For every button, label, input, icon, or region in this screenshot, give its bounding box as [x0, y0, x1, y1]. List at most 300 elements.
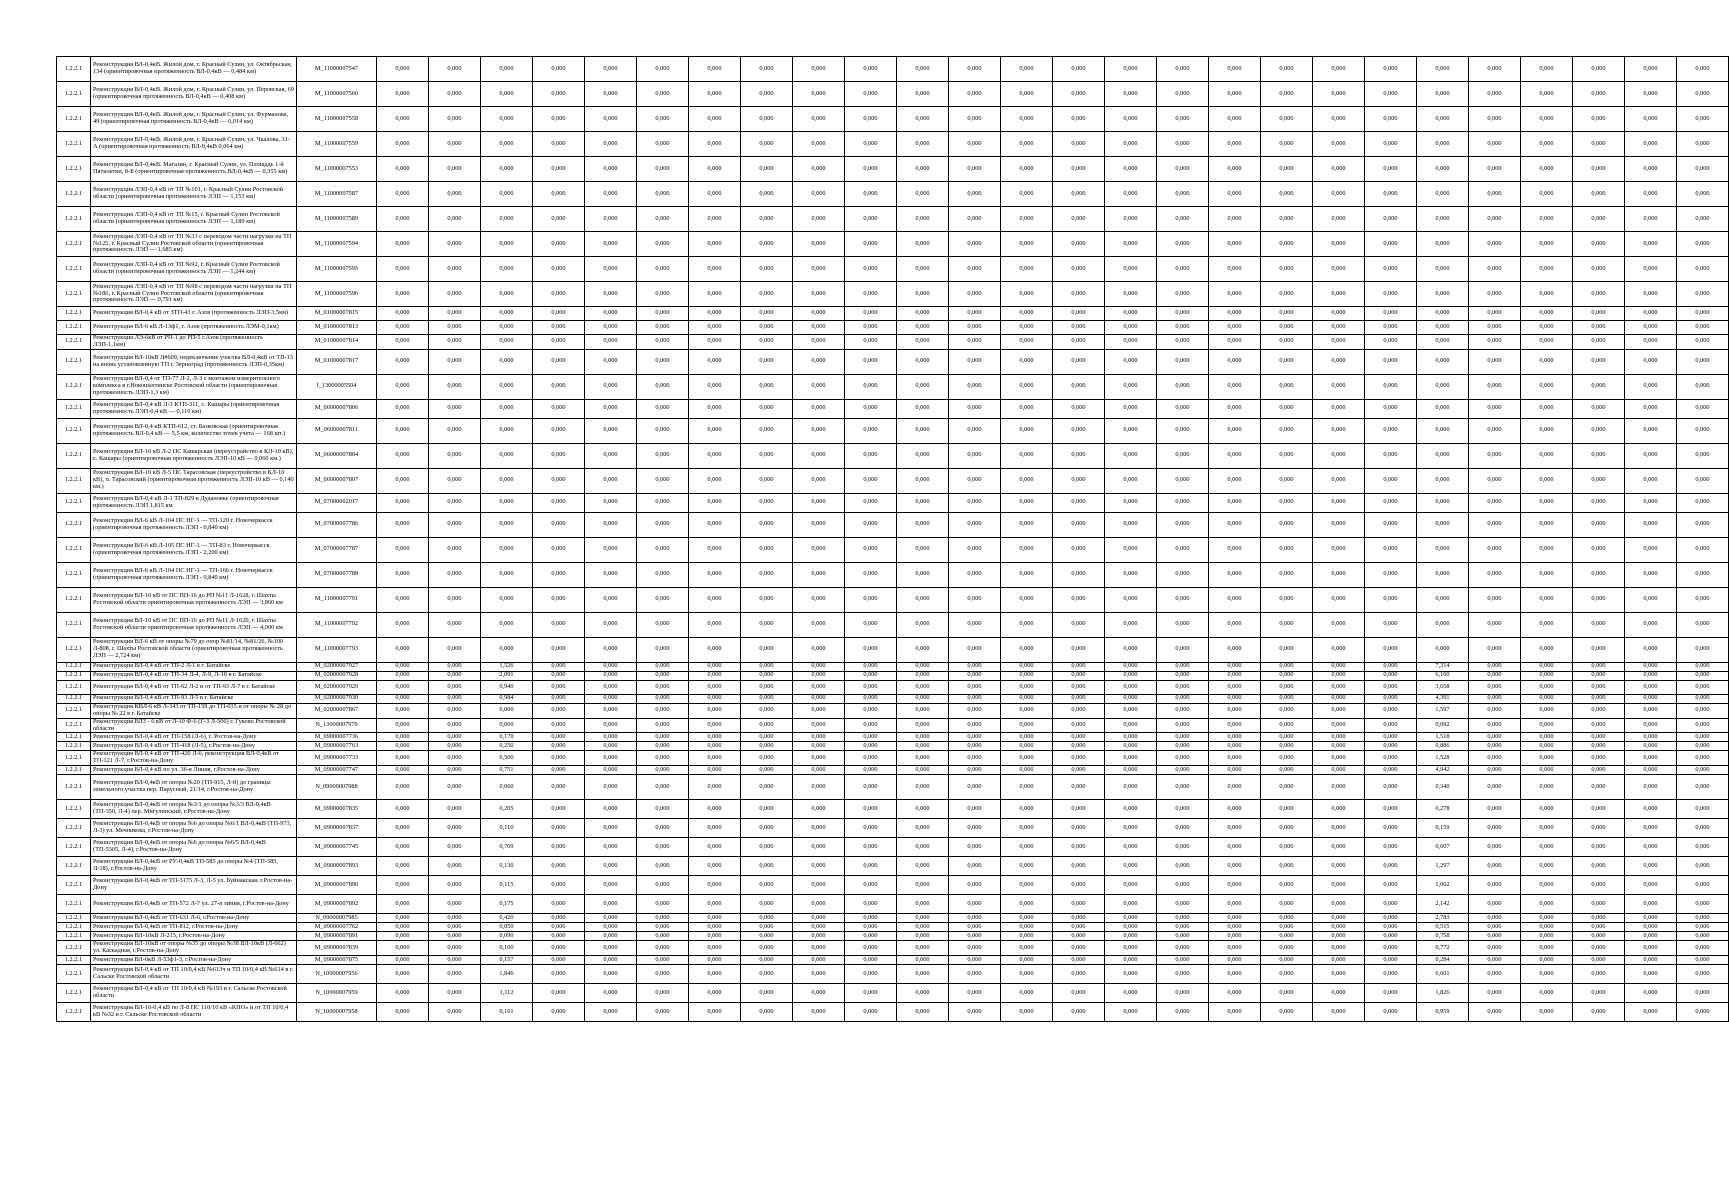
value-cell: 0,000 — [1313, 742, 1365, 751]
value-cell: 0,000 — [585, 637, 637, 662]
value-cell: 0,000 — [1469, 800, 1521, 819]
value-cell: 0,000 — [1209, 349, 1261, 374]
value-cell: 0,000 — [741, 418, 793, 443]
value-cell: 0,000 — [429, 671, 481, 680]
row-code: 1.2.2.1 — [57, 718, 91, 733]
value-cell: 0,000 — [1313, 662, 1365, 671]
row-code: 1.2.2.1 — [57, 895, 91, 914]
value-cell: 0,000 — [1001, 718, 1053, 733]
value-cell: 0,000 — [741, 800, 793, 819]
value-cell: 0,000 — [481, 512, 533, 537]
value-cell: 0,000 — [1105, 493, 1157, 512]
value-cell: 0,000 — [949, 443, 1001, 468]
value-cell: 0,000 — [1105, 718, 1157, 733]
project-name: Реконструкция ВЛ-0,4кВ от опоры №6 до опоры №6/1 ВЛ-0,4кВ (ТП-973, Л-3) ул. Мечникова, г.Ростов-на-Дону — [91, 819, 297, 838]
value-cell: 0,000 — [1053, 132, 1105, 157]
value-cell: 0,000 — [949, 1003, 1001, 1022]
value-cell: 0,000 — [1053, 82, 1105, 107]
value-cell: 0,000 — [637, 562, 689, 587]
value-cell: 0,000 — [1001, 399, 1053, 418]
value-cell: 0,000 — [1105, 941, 1157, 956]
value-cell: 0,000 — [1573, 562, 1625, 587]
value-cell: 0,000 — [897, 857, 949, 876]
value-cell: 0,000 — [1157, 718, 1209, 733]
value-cell: 0,000 — [1209, 775, 1261, 800]
value-cell: 0,000 — [1001, 703, 1053, 718]
value-cell: 0,000 — [845, 282, 897, 307]
row-code: 1.2.2.1 — [57, 207, 91, 232]
value-cell: 0,607 — [1417, 838, 1469, 857]
value-cell: 0,000 — [845, 703, 897, 718]
value-cell: 0,000 — [377, 895, 429, 914]
value-cell: 0,000 — [1573, 107, 1625, 132]
table-row — [57, 512, 1729, 537]
value-cell: 0,000 — [689, 742, 741, 751]
project-name: Реконструкция ВЛ-6 кВ Л-105 ПС НГ-1 — ТП-83 г. Новочеркасск (ориентировочная протяженность ЛЭП - 2,200 км) — [91, 537, 297, 562]
value-cell: 0,000 — [1313, 335, 1365, 350]
value-cell: 0,000 — [845, 107, 897, 132]
value-cell: 0,000 — [1157, 82, 1209, 107]
value-cell: 0,000 — [1261, 923, 1313, 932]
project-id: M_02000007867 — [297, 703, 377, 718]
value-cell: 0,000 — [1157, 493, 1209, 512]
value-cell: 0,000 — [533, 443, 585, 468]
value-cell: 0,000 — [1677, 157, 1729, 182]
value-cell: 0,000 — [1105, 512, 1157, 537]
value-cell: 0,000 — [793, 775, 845, 800]
value-cell: 3,658 — [1417, 680, 1469, 694]
value-cell: 0,000 — [793, 965, 845, 984]
project-name: Реконструкция ВЛ-0,4 кВ от ЗТП-43 г. Азов (протяженность ЛЭП-3,5км) — [91, 307, 297, 321]
value-cell: 0,000 — [949, 914, 1001, 923]
value-cell: 0,000 — [481, 321, 533, 335]
value-cell: 0,000 — [689, 335, 741, 350]
value-cell: 0,000 — [429, 703, 481, 718]
value-cell: 0,000 — [1261, 965, 1313, 984]
value-cell: 0,000 — [1417, 182, 1469, 207]
value-cell: 0,000 — [845, 742, 897, 751]
value-cell: 0,000 — [1625, 914, 1677, 923]
value-cell: 0,000 — [897, 671, 949, 680]
project-id: M_07000002017 — [297, 493, 377, 512]
value-cell: 0,000 — [1677, 399, 1729, 418]
value-cell: 0,000 — [1209, 680, 1261, 694]
value-cell: 0,000 — [897, 941, 949, 956]
value-cell: 0,000 — [1157, 132, 1209, 157]
row-code: 1.2.2.1 — [57, 349, 91, 374]
value-cell: 0,000 — [1521, 733, 1573, 742]
value-cell: 0,000 — [637, 965, 689, 984]
project-name: Реконструкция ВЛ-0,4 кВ от ТП-62 Л-2 и от ТП-93 Л-7 в г. Батайске — [91, 680, 297, 694]
value-cell: 0,000 — [429, 895, 481, 914]
value-cell: 0,000 — [897, 335, 949, 350]
value-cell: 0,000 — [897, 876, 949, 895]
value-cell: 0,000 — [949, 637, 1001, 662]
value-cell: 0,000 — [1001, 965, 1053, 984]
value-cell: 0,000 — [845, 374, 897, 399]
value-cell: 0,000 — [1001, 923, 1053, 932]
value-cell: 0,000 — [949, 671, 1001, 680]
value-cell: 0,000 — [1469, 321, 1521, 335]
value-cell: 0,000 — [429, 349, 481, 374]
value-cell: 0,000 — [1261, 984, 1313, 1003]
row-code: 1.2.2.1 — [57, 418, 91, 443]
value-cell: 0,000 — [1053, 399, 1105, 418]
project-id: M_09000007733 — [297, 751, 377, 766]
row-code: 1.2.2.1 — [57, 1003, 91, 1022]
value-cell: 0,000 — [1417, 321, 1469, 335]
value-cell: 0,000 — [637, 537, 689, 562]
value-cell: 0,000 — [1469, 374, 1521, 399]
value-cell: 0,000 — [741, 57, 793, 82]
value-cell: 0,709 — [481, 838, 533, 857]
value-cell: 0,000 — [481, 537, 533, 562]
value-cell: 0,000 — [1261, 775, 1313, 800]
value-cell: 0,000 — [1105, 282, 1157, 307]
value-cell: 1,526 — [481, 662, 533, 671]
row-code: 1.2.2.1 — [57, 694, 91, 703]
value-cell: 0,000 — [585, 1003, 637, 1022]
value-cell: 0,000 — [377, 923, 429, 932]
value-cell: 0,000 — [1625, 612, 1677, 637]
project-id: M_01000007814 — [297, 335, 377, 350]
value-cell: 0,000 — [1417, 257, 1469, 282]
value-cell: 0,000 — [1209, 965, 1261, 984]
value-cell: 0,000 — [845, 232, 897, 257]
value-cell: 0,000 — [1001, 751, 1053, 766]
table-row — [57, 923, 1729, 932]
value-cell: 0,000 — [1209, 932, 1261, 941]
value-cell: 0,000 — [845, 307, 897, 321]
project-name: Реконструкция ВЛ-6 кВ Л-13ф1, г. Азов (протяженность ЛЭМ-0,1км) — [91, 321, 297, 335]
value-cell: 0,000 — [1313, 418, 1365, 443]
value-cell: 0,000 — [689, 307, 741, 321]
value-cell: 0,000 — [1625, 923, 1677, 932]
value-cell: 0,000 — [1001, 895, 1053, 914]
value-cell: 0,000 — [1365, 587, 1417, 612]
value-cell: 0,000 — [1157, 751, 1209, 766]
value-cell: 0,000 — [741, 257, 793, 282]
value-cell: 0,000 — [845, 182, 897, 207]
value-cell: 0,000 — [585, 107, 637, 132]
value-cell: 0,000 — [1677, 107, 1729, 132]
value-cell: 0,000 — [793, 932, 845, 941]
row-code: 1.2.2.1 — [57, 307, 91, 321]
value-cell: 0,000 — [949, 399, 1001, 418]
project-id: M_09000007835 — [297, 800, 377, 819]
value-cell: 0,000 — [1261, 800, 1313, 819]
table-row — [57, 800, 1729, 819]
value-cell: 0,000 — [845, 321, 897, 335]
value-cell: 0,000 — [949, 562, 1001, 587]
value-cell: 0,000 — [1417, 82, 1469, 107]
value-cell: 0,000 — [1677, 742, 1729, 751]
value-cell: 0,000 — [533, 775, 585, 800]
value-cell: 0,000 — [1261, 468, 1313, 493]
value-cell: 0,000 — [1677, 718, 1729, 733]
value-cell: 0,000 — [1001, 742, 1053, 751]
row-code: 1.2.2.1 — [57, 775, 91, 800]
value-cell: 0,000 — [1625, 775, 1677, 800]
value-cell: 0,000 — [793, 132, 845, 157]
project-id: M_09000007745 — [297, 838, 377, 857]
value-cell: 0,000 — [481, 207, 533, 232]
value-cell: 0,000 — [637, 374, 689, 399]
value-cell: 0,000 — [1105, 157, 1157, 182]
value-cell: 0,000 — [1677, 282, 1729, 307]
value-cell: 0,000 — [1001, 857, 1053, 876]
row-code: 1.2.2.1 — [57, 468, 91, 493]
table-row — [57, 443, 1729, 468]
value-cell: 0,000 — [793, 680, 845, 694]
value-cell: 0,000 — [1521, 932, 1573, 941]
row-code: 1.2.2.1 — [57, 766, 91, 775]
value-cell: 0,000 — [897, 282, 949, 307]
value-cell: 0,000 — [1625, 718, 1677, 733]
project-id: M_06000007811 — [297, 418, 377, 443]
table-row — [57, 399, 1729, 418]
value-cell: 0,000 — [429, 335, 481, 350]
row-code: 1.2.2.1 — [57, 751, 91, 766]
row-code: 1.2.2.1 — [57, 956, 91, 965]
value-cell: 0,000 — [377, 671, 429, 680]
value-cell: 0,000 — [1313, 956, 1365, 965]
value-cell: 0,000 — [1521, 418, 1573, 443]
value-cell: 0,000 — [1521, 587, 1573, 612]
value-cell: 0,000 — [897, 718, 949, 733]
value-cell: 0,000 — [845, 587, 897, 612]
value-cell: 0,000 — [741, 733, 793, 742]
value-cell: 0,000 — [845, 800, 897, 819]
value-cell: 0,000 — [1053, 838, 1105, 857]
value-cell: 0,000 — [1417, 107, 1469, 132]
project-id: M_11000007553 — [297, 157, 377, 182]
project-id: M_09000007763 — [297, 742, 377, 751]
row-code: 1.2.2.1 — [57, 703, 91, 718]
table-row — [57, 733, 1729, 742]
value-cell: 0,000 — [377, 742, 429, 751]
value-cell: 0,000 — [1001, 493, 1053, 512]
value-cell: 0,000 — [481, 587, 533, 612]
value-cell: 0,000 — [1521, 766, 1573, 775]
value-cell: 0,000 — [793, 671, 845, 680]
value-cell: 0,000 — [1469, 932, 1521, 941]
value-cell: 0,000 — [533, 956, 585, 965]
value-cell: 0,000 — [741, 82, 793, 107]
project-name: Реконструкция ЛЭП-0,4 кВ от ТП №101, г. Красный Сулин Ростовской области (ориентировочная протяженность ЛЭП — 1,153 км) — [91, 182, 297, 207]
value-cell: 0,000 — [741, 956, 793, 965]
value-cell: 0,000 — [793, 374, 845, 399]
value-cell: 0,000 — [1001, 418, 1053, 443]
value-cell: 0,000 — [1677, 819, 1729, 838]
value-cell: 0,000 — [637, 984, 689, 1003]
value-cell: 0,000 — [1053, 923, 1105, 932]
project-id: M_06000007806 — [297, 399, 377, 418]
value-cell: 0,000 — [1157, 418, 1209, 443]
project-name: Реконструкция ВЛ-0,4 кВ КТП-612, ст. Базковская (ориентировочная протяженность ВЛ-0,4 кВ — 5,5 км, количество точек учета — 168 шт.) — [91, 418, 297, 443]
value-cell: 0,000 — [533, 182, 585, 207]
value-cell: 0,000 — [1365, 895, 1417, 914]
value-cell: 0,000 — [1261, 418, 1313, 443]
value-cell: 0,000 — [1105, 132, 1157, 157]
value-cell: 0,000 — [1001, 282, 1053, 307]
value-cell: 0,000 — [1053, 984, 1105, 1003]
value-cell: 0,000 — [1365, 694, 1417, 703]
value-cell: 0,000 — [741, 694, 793, 703]
project-name: Реконструкция ВЛ-0,4 кВ от ТП-93 Л-5 в г. Батайске — [91, 694, 297, 703]
value-cell: 0,000 — [897, 321, 949, 335]
project-id: N_13000007979 — [297, 718, 377, 733]
value-cell: 0,000 — [1209, 1003, 1261, 1022]
value-cell: 0,000 — [1365, 751, 1417, 766]
value-cell: 0,000 — [637, 182, 689, 207]
value-cell: 0,000 — [1365, 207, 1417, 232]
value-cell: 0,886 — [1417, 742, 1469, 751]
value-cell: 0,000 — [897, 207, 949, 232]
value-cell: 0,000 — [897, 182, 949, 207]
value-cell: 0,000 — [1625, 857, 1677, 876]
value-cell: 0,000 — [1313, 537, 1365, 562]
value-cell: 0,000 — [1053, 775, 1105, 800]
value-cell: 0,000 — [897, 82, 949, 107]
project-id: M_09000007747 — [297, 766, 377, 775]
value-cell: 0,000 — [1001, 562, 1053, 587]
value-cell: 0,000 — [1105, 107, 1157, 132]
row-code: 1.2.2.1 — [57, 232, 91, 257]
value-cell: 0,000 — [949, 766, 1001, 775]
value-cell: 2,783 — [1417, 914, 1469, 923]
value-cell: 0,000 — [793, 493, 845, 512]
value-cell: 1,597 — [1417, 703, 1469, 718]
value-cell: 0,000 — [1573, 742, 1625, 751]
project-id: N_10000007956 — [297, 965, 377, 984]
value-cell: 0,000 — [1625, 82, 1677, 107]
value-cell: 0,000 — [1157, 562, 1209, 587]
value-cell: 0,000 — [1261, 232, 1313, 257]
value-cell: 0,000 — [481, 418, 533, 443]
value-cell: 0,000 — [1469, 82, 1521, 107]
value-cell: 0,000 — [1313, 932, 1365, 941]
value-cell: 0,000 — [689, 984, 741, 1003]
table-row — [57, 671, 1729, 680]
value-cell: 0,000 — [1469, 742, 1521, 751]
value-cell: 0,000 — [1313, 493, 1365, 512]
value-cell: 0,000 — [429, 751, 481, 766]
value-cell: 0,000 — [481, 282, 533, 307]
value-cell: 0,000 — [793, 468, 845, 493]
value-cell: 0,000 — [949, 307, 1001, 321]
project-name: Реконструкция ВЛЗ - 6 кВ от Л-10 Ф-6 (Г-3 Л-506) г. Гуково Ростовской области — [91, 718, 297, 733]
project-id: M_11000007587 — [297, 182, 377, 207]
value-cell: 0,000 — [637, 512, 689, 537]
table-row — [57, 637, 1729, 662]
value-cell: 2,091 — [481, 671, 533, 680]
value-cell: 1,297 — [1417, 857, 1469, 876]
value-cell: 0,000 — [1105, 800, 1157, 819]
value-cell: 0,092 — [1417, 718, 1469, 733]
value-cell: 0,000 — [1261, 1003, 1313, 1022]
value-cell: 0,000 — [1625, 680, 1677, 694]
value-cell: 0,000 — [689, 703, 741, 718]
value-cell: 0,000 — [1157, 662, 1209, 671]
value-cell: 0,000 — [741, 512, 793, 537]
value-cell: 0,000 — [741, 751, 793, 766]
value-cell: 0,000 — [1313, 587, 1365, 612]
value-cell: 0,000 — [1573, 399, 1625, 418]
value-cell: 0,000 — [1105, 914, 1157, 923]
value-cell: 0,000 — [1313, 82, 1365, 107]
value-cell: 0,000 — [793, 984, 845, 1003]
value-cell: 0,000 — [689, 443, 741, 468]
value-cell: 0,000 — [741, 637, 793, 662]
value-cell: 0,000 — [429, 182, 481, 207]
value-cell: 0,000 — [949, 800, 1001, 819]
value-cell: 0,000 — [1365, 733, 1417, 742]
value-cell: 0,000 — [689, 895, 741, 914]
row-code: 1.2.2.1 — [57, 282, 91, 307]
value-cell: 0,000 — [1001, 800, 1053, 819]
value-cell: 0,000 — [1625, 349, 1677, 374]
table-row — [57, 965, 1729, 984]
value-cell: 0,000 — [1001, 775, 1053, 800]
value-cell: 0,000 — [1053, 537, 1105, 562]
value-cell: 0,000 — [1053, 637, 1105, 662]
value-cell: 0,000 — [637, 468, 689, 493]
value-cell: 0,758 — [1417, 932, 1469, 941]
value-cell: 0,000 — [1417, 132, 1469, 157]
value-cell: 0,000 — [1365, 819, 1417, 838]
value-cell: 0,000 — [1157, 537, 1209, 562]
value-cell: 0,000 — [1157, 157, 1209, 182]
project-id: M_11000007793 — [297, 637, 377, 662]
table-row — [57, 321, 1729, 335]
value-cell: 0,000 — [377, 82, 429, 107]
value-cell: 0,000 — [1521, 775, 1573, 800]
value-cell: 0,000 — [533, 207, 585, 232]
value-cell: 0,000 — [1625, 157, 1677, 182]
value-cell: 0,000 — [585, 819, 637, 838]
value-cell: 0,000 — [949, 57, 1001, 82]
project-name: Реконструкция ВЛ-0,4 кВ Л-3 КТП-311, с. Кашары (ориентировочная протяженность ЛЭП-0,4 кВ — 0,110 км) — [91, 399, 297, 418]
value-cell: 0,000 — [1053, 257, 1105, 282]
value-cell: 0,000 — [1625, 374, 1677, 399]
value-cell: 0,000 — [533, 965, 585, 984]
value-cell: 0,000 — [1157, 956, 1209, 965]
row-code: 1.2.2.1 — [57, 612, 91, 637]
value-cell: 0,000 — [533, 232, 585, 257]
value-cell: 0,000 — [585, 349, 637, 374]
value-cell: 0,000 — [429, 321, 481, 335]
row-code: 1.2.2.1 — [57, 876, 91, 895]
value-cell: 0,000 — [1001, 232, 1053, 257]
table-row — [57, 984, 1729, 1003]
value-cell: 0,000 — [741, 335, 793, 350]
value-cell: 0,000 — [1209, 512, 1261, 537]
value-cell: 0,000 — [1625, 443, 1677, 468]
value-cell: 0,000 — [793, 751, 845, 766]
value-cell: 0,000 — [585, 694, 637, 703]
value-cell: 0,000 — [1521, 671, 1573, 680]
value-cell: 0,000 — [1573, 443, 1625, 468]
table-row — [57, 766, 1729, 775]
value-cell: 0,000 — [1469, 671, 1521, 680]
value-cell: 0,000 — [949, 418, 1001, 443]
value-cell: 0,000 — [429, 399, 481, 418]
value-cell: 0,000 — [1053, 941, 1105, 956]
value-cell: 0,000 — [1157, 443, 1209, 468]
value-cell: 0,000 — [481, 637, 533, 662]
value-cell: 0,000 — [689, 612, 741, 637]
